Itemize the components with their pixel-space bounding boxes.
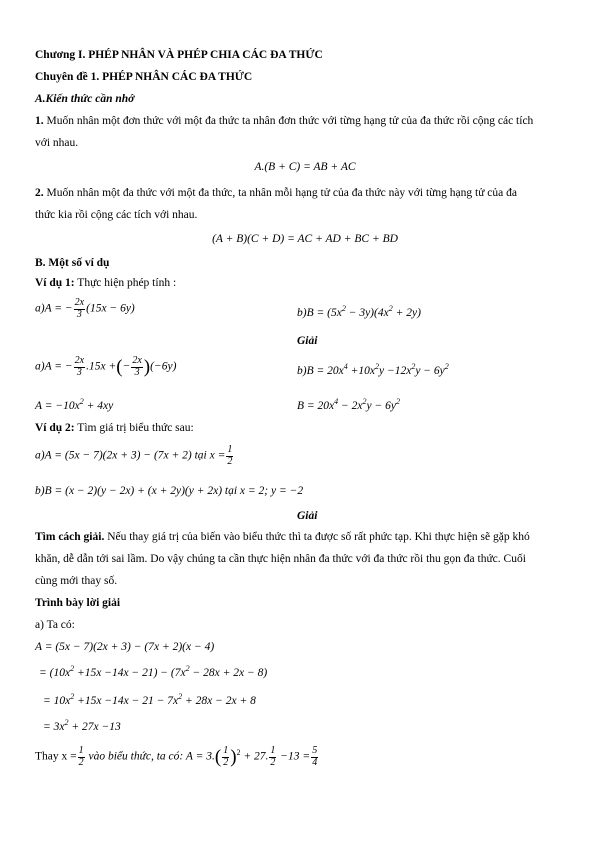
subst-text: Thay x = [35, 750, 77, 763]
substitution-line [35, 746, 319, 768]
ex1b-c: + 2y) [392, 307, 421, 319]
ex2a-text: a)A = (5x − 7)(2x + 3) − (7x + 2) tại x = [35, 449, 226, 462]
section-b-heading: B. Một số ví dụ [35, 257, 110, 269]
subst-mid: vào biểu thức, ta có: A = 3. [85, 750, 215, 763]
step2-sup-1: 2 [70, 664, 75, 674]
step-4 [43, 720, 121, 734]
solution-1a: a)A = − $\frac{2x}{3}$ .15x +(− $\frac{2x}{3}$ )(−6y) [35, 355, 177, 378]
step4-a: = 3x [43, 721, 65, 733]
sol1a-num-1: 2x [74, 355, 85, 366]
step3-b: +15x −14x − 21 − 7x [74, 695, 179, 707]
subst-num-3: 1 [270, 745, 276, 756]
res1a-b: + 4xy [83, 400, 114, 412]
example-1-text: Thực hiện phép tính : [74, 277, 177, 289]
sol1a-end: (−6y) [150, 360, 177, 373]
sol1b-d: y − 6y [415, 365, 445, 377]
rule-1-text: Muốn nhân một đơn thức với một đa thức ta nhân đơn thức với từng hạng tử của đa thức rồi cộng các tích [43, 115, 534, 127]
rule-1-number: 1. [35, 115, 44, 127]
res1a-a: A = −10x [35, 400, 80, 412]
subst-den-2: 2 [223, 756, 229, 768]
hint-label: Tìm cách giải. [35, 531, 105, 543]
part-a-label: a) Ta có: [35, 619, 75, 631]
paren-close: ) [143, 356, 151, 378]
sol1a-fraction-2 [131, 356, 142, 378]
sol1a-fraction-1 [74, 356, 85, 378]
formula-1: A.(B + C) = AB + AC [254, 161, 356, 173]
res1b-b: − 2x [338, 400, 363, 412]
example-1-line [35, 276, 176, 290]
res1b-sup-1: 4 [334, 397, 339, 407]
ex1b-sup-1: 2 [341, 304, 346, 314]
example-2b: b)B = (x − 2)(y − 2x) + (x + 2y)(y + 2x) tại x = 2; y = −2 [35, 485, 304, 497]
subst-sup: 2 [236, 747, 241, 757]
paren-open: ( [116, 356, 123, 378]
step-1: A = (5x − 7)(2x + 3) − (7x + 2)(x − 4) [35, 641, 215, 653]
step3-c: + 28x − 2x + 8 [182, 695, 256, 707]
subst-tail: −13 = [277, 750, 311, 763]
presentation-label: Trình bày lời giải [35, 597, 121, 609]
rule-2-line-1 [35, 186, 517, 200]
sol1a-den-2: 3 [134, 366, 140, 378]
step2-a: = (10x [39, 667, 71, 679]
subst-result-fraction [311, 746, 318, 768]
example-2-text: Tìm giá trị biểu thức sau: [74, 422, 194, 434]
subst-den-3: 2 [270, 756, 276, 768]
result-1a [35, 399, 113, 413]
sol1b-sup-4: 2 [444, 362, 449, 372]
hint-line-2: khăn, dễ dẫn tới sai lầm. Do vậy chúng ta cần thực hiện nhân đa thức với đa thức rồi thu gọn đa thức. Cuối [35, 553, 526, 565]
example-1b [297, 306, 421, 320]
example-1-label: Ví dụ 1: [35, 277, 75, 289]
step-3 [43, 694, 256, 708]
ex1a-num: 2x [74, 297, 85, 308]
example-1a [35, 298, 135, 320]
subst-fraction [78, 746, 85, 768]
ex2a-num: 1 [227, 444, 233, 455]
ex1a-prefix: a)A = − [35, 302, 73, 315]
sol1b-sup-2: 2 [374, 362, 379, 372]
step3-sup-1: 2 [70, 692, 75, 702]
subst-res-num: 5 [312, 745, 318, 756]
step3-a: = 10x [43, 695, 71, 707]
paren-close-2: ) [230, 746, 237, 768]
ex2a-den: 2 [227, 455, 233, 467]
step4-sup: 2 [64, 718, 69, 728]
subst-res-den: 4 [312, 756, 318, 768]
sol1b-c: y −12x [378, 365, 412, 377]
sol1b-sup-1: 4 [343, 362, 348, 372]
step3-sup-2: 2 [178, 692, 183, 702]
hint-line-3: cùng mới thay số. [35, 575, 118, 587]
rule-1-line-2: với nhau. [35, 137, 79, 149]
res1a-sup: 2 [79, 397, 84, 407]
solution-1b [297, 364, 449, 378]
result-1b [297, 399, 400, 413]
hint-line-1 [35, 530, 530, 544]
subst-num-2: 1 [223, 745, 229, 756]
ex1a-rest: (15x − 6y) [86, 302, 135, 315]
ex1b-sup-2: 2 [388, 304, 393, 314]
step-2 [39, 666, 267, 680]
example-2-label: Ví dụ 2: [35, 422, 75, 434]
example-2a [35, 445, 234, 467]
ex2a-fraction [226, 445, 233, 467]
sol1a-mid: .15x + [86, 360, 117, 373]
res1b-sup-2: 2 [362, 397, 367, 407]
ex1b-a: b)B = (5x [297, 307, 342, 319]
paren-open-2: ( [214, 746, 222, 768]
rule-2-text: Muốn nhân một đa thức với một đa thức, ta nhân mỗi hạng tử của đa thức này với từng hạng tử của đa [43, 187, 517, 199]
section-a-heading: A.Kiến thức cần nhớ [35, 93, 135, 105]
subst-mid2: + 27. [240, 750, 269, 763]
sol1b-a: b)B = 20x [297, 365, 344, 377]
res1b-a: B = 20x [297, 400, 335, 412]
chapter-title: Chương I. PHÉP NHÂN VÀ PHÉP CHIA CÁC ĐA THỨC [35, 49, 323, 61]
step2-b: +15x −14x − 21) − (7x [74, 667, 186, 679]
solution-label-2: Giải [297, 510, 318, 522]
subst-num: 1 [78, 745, 84, 756]
ex1a-den: 3 [76, 308, 82, 320]
subst-den: 2 [78, 756, 84, 768]
sol1a-prefix: a)A = − [35, 360, 73, 373]
topic-title: Chuyên đề 1. PHÉP NHÂN CÁC ĐA THỨC [35, 71, 253, 83]
res1b-sup-3: 2 [395, 397, 400, 407]
ex1a-fraction [74, 298, 85, 320]
sol1b-b: +10x [347, 365, 375, 377]
step2-sup-2: 2 [185, 664, 190, 674]
formula-2: (A + B)(C + D) = AC + AD + BC + BD [212, 233, 398, 245]
res1b-c: y − 6y [366, 400, 396, 412]
solution-label-1: Giải [297, 335, 318, 347]
sol1a-den-1: 3 [76, 366, 82, 378]
rule-2-number: 2. [35, 187, 44, 199]
subst-fraction-2 [222, 746, 229, 768]
hint-text-1: Nếu thay giá trị của biến vào biểu thức thì ta được số rất phức tạp. Khi thực hiện sẽ gặp khó [104, 531, 530, 543]
rule-2-line-2: thức kia rồi cộng các tích với nhau. [35, 209, 198, 221]
example-2-line [35, 421, 194, 435]
subst-fraction-3 [269, 746, 276, 768]
ex1b-b: − 3y)(4x [345, 307, 389, 319]
sol1b-sup-3: 2 [411, 362, 416, 372]
sol1a-num-2: 2x [132, 355, 142, 366]
step4-b: + 27x −13 [68, 721, 121, 733]
rule-1-line-1 [35, 114, 533, 128]
step2-c: − 28x + 2x − 8) [189, 667, 268, 679]
